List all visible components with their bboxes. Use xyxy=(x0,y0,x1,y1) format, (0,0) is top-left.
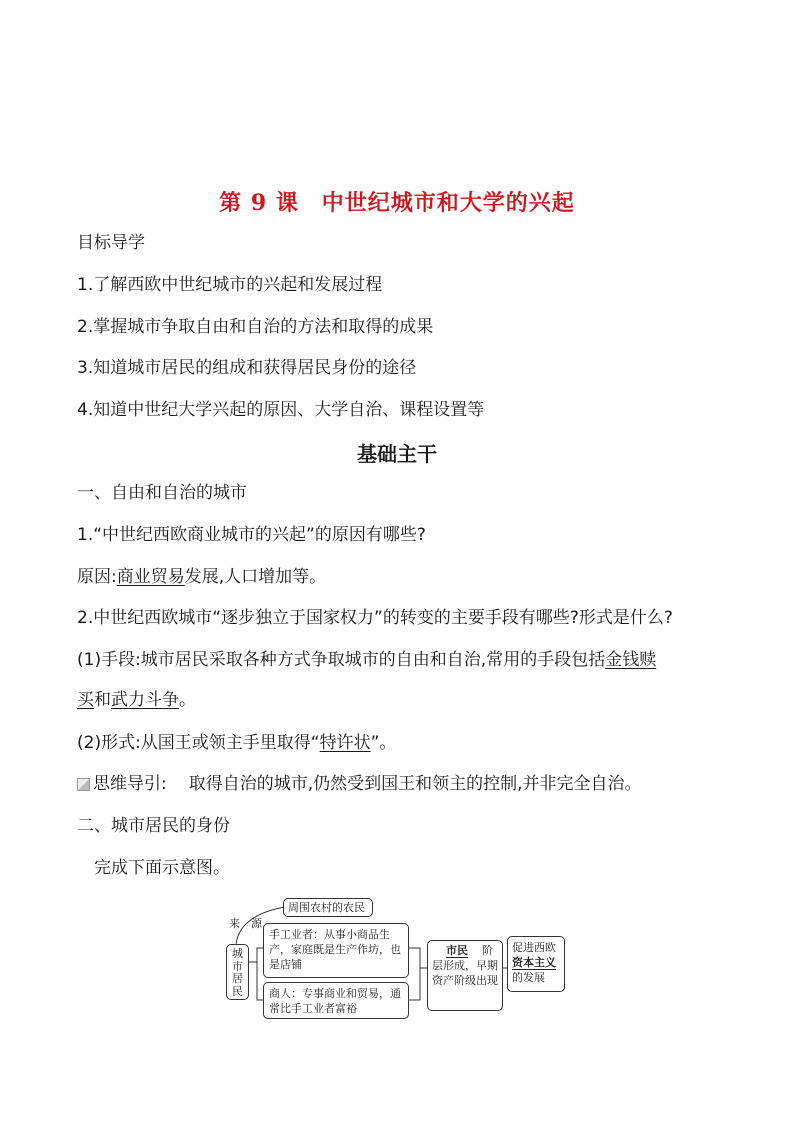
goals-heading: 目标导学 xyxy=(77,233,145,253)
question-2: 2.中世纪西欧城市“逐步独立于国家权力”的转变的主要手段有哪些?形式是什么? xyxy=(77,608,673,628)
right-prefix: 促进西欧 xyxy=(512,941,556,954)
answer-2-prefix: (1)手段:城市居民采取各种方式争取城市的自由和自治,常用的手段包括 xyxy=(77,650,606,670)
goal-item-1: 1.了解西欧中世纪城市的兴起和发展过程 xyxy=(77,275,383,295)
lesson-title: 第 9 课 中世纪城市和大学的兴起 xyxy=(219,190,575,216)
middle-box xyxy=(427,940,503,1011)
part2-heading: 二、城市居民的身份 xyxy=(77,816,230,836)
answer-1-prefix: 原因: xyxy=(77,567,117,587)
right-box-content xyxy=(512,940,564,985)
right-blank: 资本主义 xyxy=(512,956,556,969)
source-box-text: 周围农村的农民 xyxy=(288,901,365,914)
answer-2-mid: 和 xyxy=(94,690,111,710)
merge-bracket xyxy=(408,948,420,1000)
source-label: 来 源 xyxy=(229,917,262,930)
right-box xyxy=(507,936,565,992)
middle-suffix: 阶 xyxy=(482,944,493,957)
middle-blank: 市民 xyxy=(446,944,468,957)
answer-3-blank: 特许状 xyxy=(319,733,371,753)
middle-box-content xyxy=(432,943,502,988)
question-1: 1.“中世纪西欧商业城市的兴起”的原因有哪些? xyxy=(77,525,426,545)
answer-3-suffix: ”。 xyxy=(370,733,397,753)
root-box xyxy=(226,944,249,1000)
answer-3-prefix: (2)形式:从国王或领主手里取得“ xyxy=(77,733,320,753)
craftsmen-text: 手工业者：从事小商品生产，家庭既是生产作坊，也是店铺 xyxy=(269,928,401,971)
hint-text: 取得自治的城市,仍然受到国王和领主的控制,并非完全自治。 xyxy=(188,774,642,794)
merchants-text: 商人：专事商业和贸易，通常比手工业者富裕 xyxy=(269,987,401,1015)
craftsmen-box xyxy=(263,923,409,978)
answer-1-suffix: 发展,人口增加等。 xyxy=(184,567,327,587)
answer-2-blank1a: 金钱赎 xyxy=(605,650,657,670)
answer-2-blank1b: 买 xyxy=(77,690,94,710)
hint-label: 思维导引: xyxy=(93,774,167,794)
right-suffix: 的发展 xyxy=(512,971,545,984)
goal-item-2: 2.掌握城市争取自由和自治的方法和取得的成果 xyxy=(77,317,434,337)
source-box xyxy=(283,898,373,917)
goal-item-4: 4.知道中世纪大学兴起的原因、大学自治、课程设置等 xyxy=(77,400,485,420)
merchants-box xyxy=(263,982,409,1019)
answer-2-end: 。 xyxy=(179,690,196,710)
part1-heading: 一、自由和自治的城市 xyxy=(77,483,247,503)
answer-1-blank: 商业贸易 xyxy=(116,567,185,587)
goal-item-3: 3.知道城市居民的组成和获得居民身份的途径 xyxy=(77,358,417,378)
middle-text: 层形成，早期资产阶级出现 xyxy=(432,959,498,987)
answer-2-blank2: 武力斗争 xyxy=(111,690,179,710)
root-text: 城市居民 xyxy=(232,947,243,998)
section-title: 基础主干 xyxy=(357,442,437,466)
craftsmen-connector xyxy=(249,948,264,962)
diagram-instruction: 完成下面示意图。 xyxy=(94,858,230,878)
